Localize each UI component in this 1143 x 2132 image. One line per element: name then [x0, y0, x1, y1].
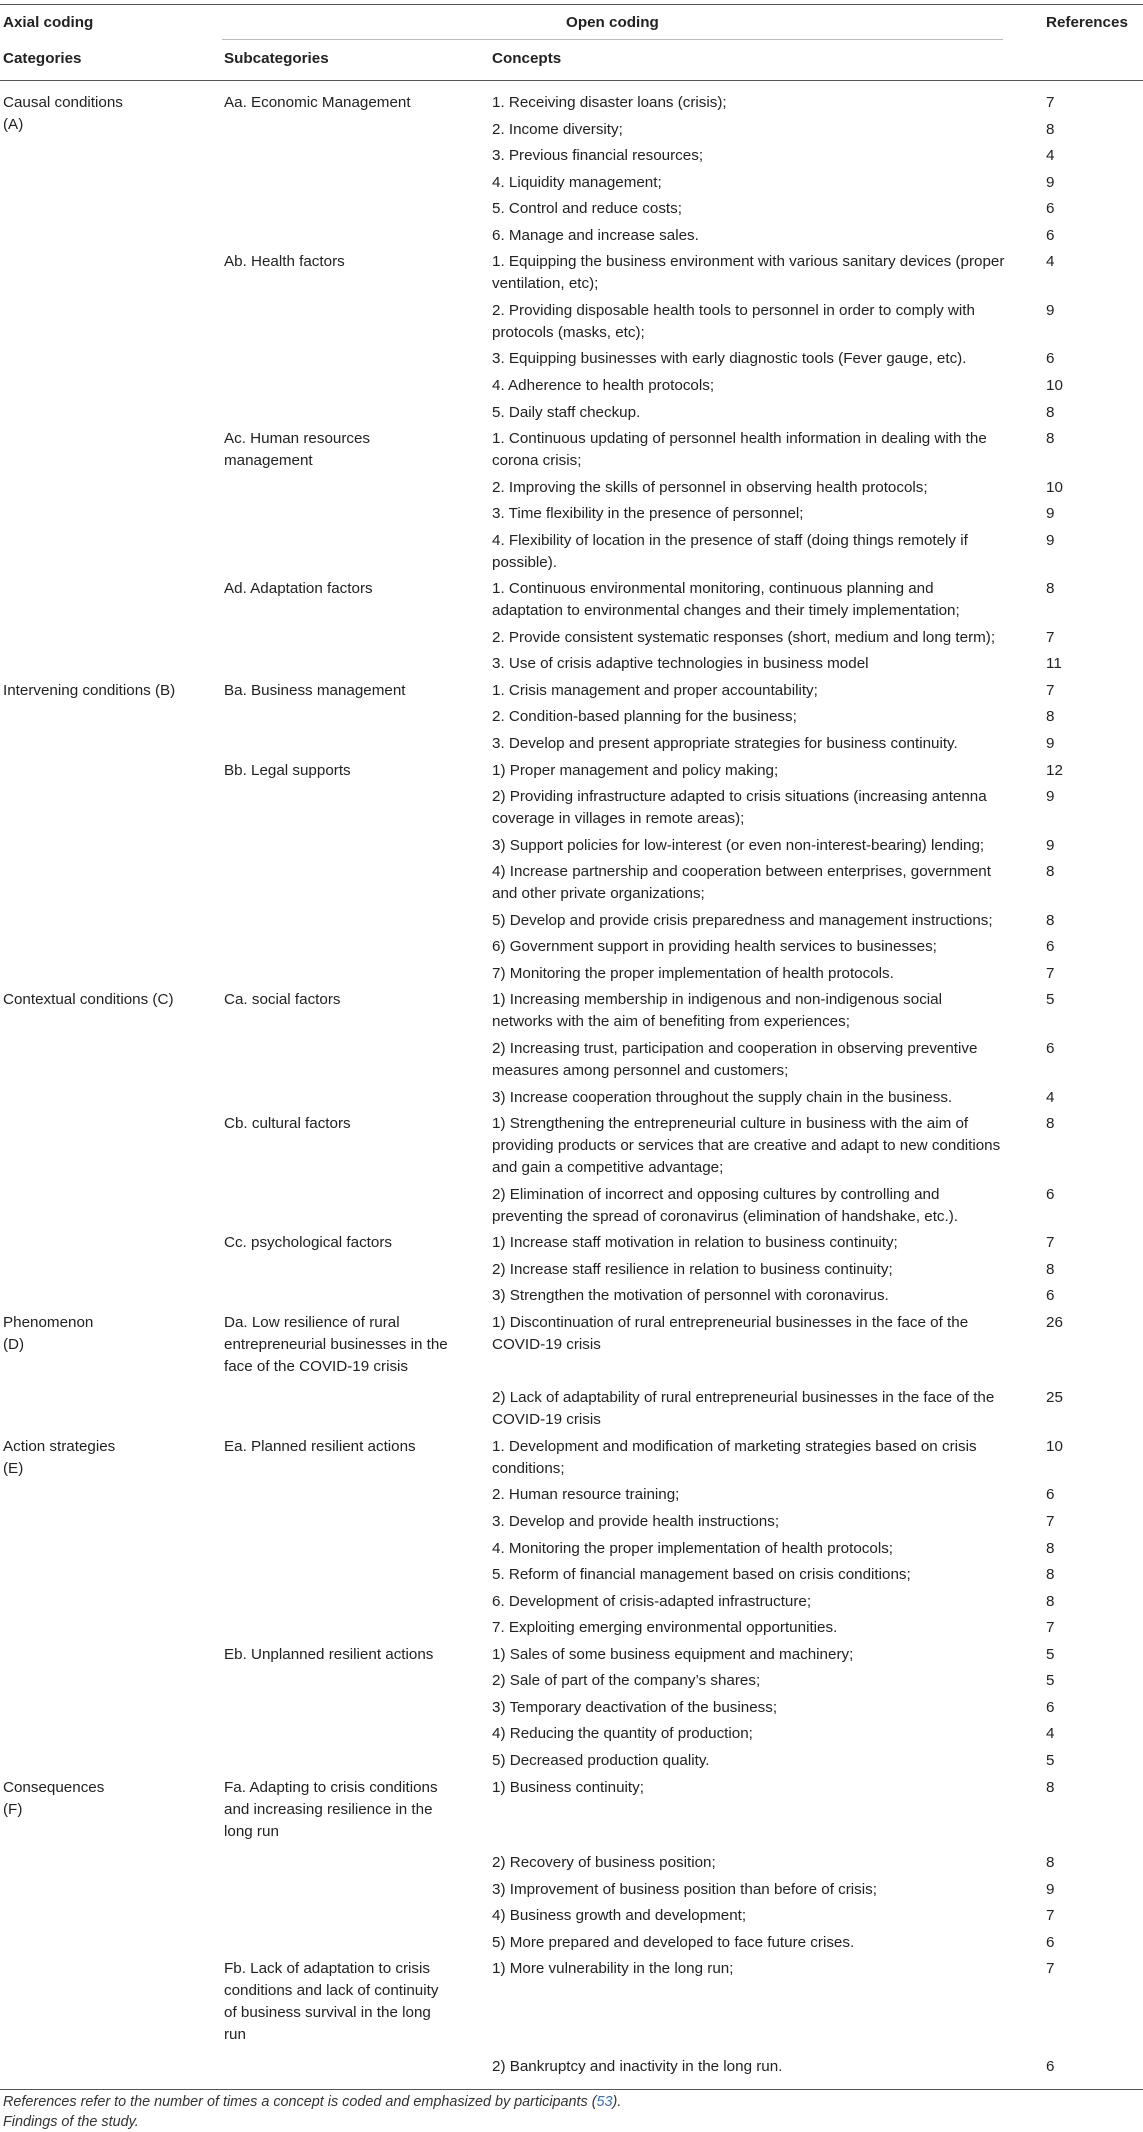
- concept-cell: 2) Elimination of incorrect and opposing cultures by controlling and: [492, 1185, 940, 1203]
- concept-cell: 1) Strengthening the entrepreneurial culture in business with the aim of: [492, 1115, 969, 1133]
- reference-count-cell: 7: [1046, 628, 1055, 646]
- reference-count-cell: 7: [1046, 1619, 1055, 1637]
- reference-count-cell: 6: [1046, 200, 1055, 218]
- concept-cell: 4) Increase partnership and cooperation between enterprises, government: [492, 863, 991, 881]
- reference-count-cell: 9: [1046, 1880, 1055, 1898]
- concept-cell: 1. Equipping the business environment with various sanitary devices (proper: [492, 253, 1005, 271]
- concept-cell: and other private organizations;: [492, 885, 705, 903]
- reference-count-cell: 10: [1046, 1437, 1063, 1455]
- reference-count-cell: 12: [1046, 761, 1063, 779]
- concept-cell: 2. Providing disposable health tools to personnel in order to comply with: [492, 301, 975, 319]
- concept-cell: conditions;: [492, 1459, 565, 1477]
- concept-cell: ventilation, etc);: [492, 275, 599, 293]
- reference-count-cell: 5: [1046, 1751, 1055, 1769]
- subcategory-cell: Eb. Unplanned resilient actions: [224, 1645, 434, 1663]
- reference-count-cell: 7: [1046, 1960, 1055, 1978]
- concept-cell: 2) Increase staff resilience in relation to business continuity;: [492, 1260, 893, 1278]
- reference-count-cell: 11: [1046, 655, 1062, 673]
- subcategory-cell: Ca. social factors: [224, 991, 341, 1009]
- header-axial-coding: Axial coding: [3, 14, 94, 31]
- concept-cell: 2. Human resource training;: [492, 1486, 680, 1504]
- concept-cell: 2. Improving the skills of personnel in observing health protocols;: [492, 478, 928, 496]
- reference-count-cell: 6: [1046, 1698, 1055, 1716]
- header-concepts: Concepts: [492, 50, 562, 67]
- concept-cell: 5) Decreased production quality.: [492, 1751, 710, 1769]
- concept-cell: 4) Reducing the quantity of production;: [492, 1725, 753, 1743]
- concept-cell: 7. Exploiting emerging environmental opportunities.: [492, 1619, 838, 1637]
- category-cell: (A): [3, 116, 24, 133]
- reference-count-cell: 9: [1046, 735, 1055, 752]
- category-cell: Causal conditions: [3, 94, 123, 111]
- concept-cell: 2) Providing infrastructure adapted to crisis situations (increasing antenna: [492, 788, 987, 806]
- header-subcategories: Subcategories: [224, 50, 329, 67]
- table-top-rule: [0, 4, 1143, 5]
- concept-cell: 1. Continuous updating of personnel health information in dealing with the: [492, 430, 987, 448]
- concept-cell: 3. Time flexibility in the presence of personnel;: [492, 505, 804, 523]
- category-cell: (D): [3, 1335, 25, 1353]
- concept-cell: 3. Equipping businesses with early diagnostic tools (Fever gauge, etc).: [492, 350, 967, 368]
- concept-cell: 4. Flexibility of location in the presence of staff (doing things remotely if: [492, 531, 968, 549]
- category-cell: Phenomenon: [3, 1313, 94, 1331]
- subcategory-cell: and increasing resilience in the: [224, 1800, 433, 1818]
- concept-cell: 2) Increasing trust, participation and cooperation in observing preventive: [492, 1039, 978, 1057]
- reference-count-cell: 8: [1046, 1592, 1055, 1610]
- concept-cell: 1. Development and modification of marketing strategies based on crisis: [492, 1437, 977, 1455]
- concept-cell: 3) Increase cooperation throughout the supply chain in the business.: [492, 1088, 953, 1106]
- subcategory-cell: Ab. Health factors: [224, 253, 345, 271]
- reference-count-cell: 6: [1046, 1933, 1055, 1951]
- reference-count-cell: 6: [1046, 1287, 1055, 1305]
- concept-cell: 3. Develop and present appropriate strategies for business continuity.: [492, 735, 958, 752]
- concept-cell: 1) Business continuity;: [492, 1778, 644, 1796]
- header-open-coding: Open coding: [566, 14, 659, 31]
- reference-count-cell: 8: [1046, 1778, 1055, 1796]
- reference-count-cell: 8: [1046, 403, 1055, 421]
- subcategory-cell: long run: [224, 1822, 279, 1840]
- concept-cell: 4. Liquidity management;: [492, 173, 662, 191]
- concept-cell: 3. Use of crisis adaptive technologies in business model: [492, 655, 869, 673]
- reference-count-cell: 6: [1046, 1486, 1055, 1504]
- subcategory-cell: entrepreneurial businesses in the: [224, 1335, 448, 1353]
- subcategory-cell: of business survival in the long: [224, 2004, 431, 2022]
- concept-cell: 3. Previous financial resources;: [492, 147, 704, 165]
- concept-cell: 3) Support policies for low-interest (or even non-interest-bearing) lending;: [492, 836, 985, 854]
- reference-count-cell: 8: [1046, 708, 1055, 726]
- concept-cell: 1) More vulnerability in the long run;: [492, 1960, 734, 1978]
- subcategory-cell: face of the COVID-19 crisis: [224, 1357, 409, 1375]
- concept-cell: 4. Adherence to health protocols;: [492, 376, 715, 394]
- reference-count-cell: 7: [1046, 1513, 1055, 1530]
- reference-count-cell: 6: [1046, 2057, 1055, 2075]
- concept-cell: protocols (masks, etc);: [492, 323, 645, 341]
- concept-cell: 1) Increase staff motivation in relation to business continuity;: [492, 1234, 898, 1252]
- concept-cell: providing products or services that are creative and adapt to new conditions: [492, 1137, 1001, 1155]
- subcategory-cell: Ba. Business management: [224, 681, 406, 699]
- category-cell: (E): [3, 1459, 24, 1477]
- reference-count-cell: 8: [1046, 911, 1055, 929]
- concept-cell: 5. Control and reduce costs;: [492, 200, 682, 218]
- reference-count-cell: 8: [1046, 1854, 1055, 1872]
- reference-count-cell: 6: [1046, 350, 1055, 368]
- footnote-text: References refer to the number of times a concept is coded and emphasized by participants (: [3, 2094, 597, 2110]
- concept-cell: 2. Provide consistent systematic responses (short, medium and long term);: [492, 628, 996, 646]
- reference-count-cell: 8: [1046, 1566, 1055, 1584]
- subcategory-cell: Ac. Human resources: [224, 430, 371, 448]
- concept-cell: 3) Temporary deactivation of the business;: [492, 1698, 778, 1716]
- header-bottom-rule: [0, 80, 1143, 81]
- concept-cell: 3) Improvement of business position than before of crisis;: [492, 1880, 877, 1898]
- concept-cell: 3) Strengthen the motivation of personnel with coronavirus.: [492, 1287, 889, 1305]
- reference-count-cell: 9: [1046, 788, 1055, 806]
- concept-cell: 2. Condition-based planning for the business;: [492, 708, 797, 726]
- reference-count-cell: 10: [1046, 376, 1063, 394]
- concept-cell: 1) Increasing membership in indigenous and non-indigenous social: [492, 991, 942, 1009]
- concept-cell: COVID-19 crisis: [492, 1335, 601, 1353]
- open-coding-underline: [222, 39, 1003, 40]
- reference-count-cell: 5: [1046, 1672, 1055, 1690]
- concept-cell: adaptation to environmental changes and their timely implementation;: [492, 602, 960, 620]
- reference-count-cell: 8: [1046, 430, 1055, 448]
- subcategory-cell: run: [224, 2026, 246, 2044]
- reference-count-cell: 9: [1046, 505, 1055, 523]
- subcategory-cell: Cb. cultural factors: [224, 1115, 351, 1133]
- concept-cell: and gain a competitive advantage;: [492, 1159, 724, 1177]
- subcategory-cell: Ea. Planned resilient actions: [224, 1437, 416, 1455]
- reference-count-cell: 5: [1046, 991, 1055, 1009]
- reference-count-cell: 9: [1046, 173, 1055, 191]
- concept-cell: 7) Monitoring the proper implementation of health protocols.: [492, 964, 894, 982]
- subcategory-cell: Ad. Adaptation factors: [224, 580, 373, 598]
- subcategory-cell: Aa. Economic Management: [224, 94, 411, 111]
- concept-cell: 5. Reform of financial management based on crisis conditions;: [492, 1566, 911, 1584]
- reference-count-cell: 7: [1046, 964, 1055, 982]
- concept-cell: measures among personnel and customers;: [492, 1061, 789, 1079]
- concept-cell: 3. Develop and provide health instructions;: [492, 1513, 780, 1530]
- subcategory-cell: Bb. Legal supports: [224, 761, 351, 779]
- reference-count-cell: 9: [1046, 531, 1055, 549]
- reference-count-cell: 8: [1046, 863, 1055, 881]
- reference-count-cell: 8: [1046, 120, 1055, 138]
- footnote-references: [3, 2092, 621, 2112]
- concept-cell: 5) Develop and provide crisis preparedness and management instructions;: [492, 911, 993, 929]
- reference-count-cell: 7: [1046, 1907, 1055, 1925]
- concept-cell: coverage in villages in remote areas);: [492, 810, 745, 828]
- header-references: References: [1046, 14, 1128, 31]
- reference-count-cell: 4: [1046, 1088, 1055, 1106]
- concept-cell: COVID-19 crisis: [492, 1411, 601, 1429]
- header-categories: Categories: [3, 50, 82, 67]
- category-cell: (F): [3, 1800, 23, 1818]
- category-cell: Contextual conditions (C): [3, 991, 174, 1009]
- reference-count-cell: 4: [1046, 147, 1055, 165]
- reference-count-cell: 8: [1046, 1260, 1055, 1278]
- table-bottom-rule: [0, 2089, 1143, 2090]
- reference-count-cell: 26: [1046, 1313, 1063, 1331]
- subcategory-cell: Cc. psychological factors: [224, 1234, 392, 1252]
- citation-link[interactable]: 53: [596, 2094, 613, 2110]
- concept-cell: preventing the spread of coronavirus (elimination of handshake, etc.).: [492, 1207, 959, 1225]
- concept-cell: 1) Discontinuation of rural entrepreneurial businesses in the face of the: [492, 1313, 969, 1331]
- reference-count-cell: 7: [1046, 1234, 1055, 1252]
- reference-count-cell: 6: [1046, 1039, 1055, 1057]
- concept-cell: 1. Continuous environmental monitoring, continuous planning and: [492, 580, 934, 598]
- concept-cell: 2) Recovery of business position;: [492, 1854, 716, 1872]
- concept-cell: 4. Monitoring the proper implementation of health protocols;: [492, 1539, 894, 1557]
- subcategory-cell: Fa. Adapting to crisis conditions: [224, 1778, 438, 1796]
- reference-count-cell: 8: [1046, 580, 1055, 598]
- reference-count-cell: 6: [1046, 226, 1055, 244]
- reference-count-cell: 6: [1046, 938, 1055, 956]
- concept-cell: 1. Receiving disaster loans (crisis);: [492, 94, 727, 111]
- reference-count-cell: 10: [1046, 478, 1063, 496]
- category-cell: Action strategies: [3, 1437, 116, 1455]
- reference-count-cell: 9: [1046, 836, 1055, 854]
- subcategory-cell: Fb. Lack of adaptation to crisis: [224, 1960, 430, 1978]
- concept-cell: 5. Daily staff checkup.: [492, 403, 641, 421]
- concept-cell: networks with the aim of benefiting from experiences;: [492, 1013, 850, 1031]
- concept-cell: corona crisis;: [492, 452, 582, 470]
- category-cell: Consequences: [3, 1778, 105, 1796]
- concept-cell: 6. Development of crisis-adapted infrastructure;: [492, 1592, 812, 1610]
- reference-count-cell: 6: [1046, 1185, 1055, 1203]
- reference-count-cell: 4: [1046, 1725, 1055, 1743]
- reference-count-cell: 5: [1046, 1645, 1055, 1663]
- concept-cell: 5) More prepared and developed to face future crises.: [492, 1933, 855, 1951]
- concept-cell: 1) Proper management and policy making;: [492, 761, 779, 779]
- reference-count-cell: 8: [1046, 1539, 1055, 1557]
- reference-count-cell: 8: [1046, 1115, 1055, 1133]
- category-cell: Intervening conditions (B): [3, 681, 176, 699]
- concept-cell: 2) Lack of adaptability of rural entrepreneurial businesses in the face of the: [492, 1389, 995, 1407]
- concept-cell: 2. Income diversity;: [492, 120, 623, 138]
- concept-cell: 2) Sale of part of the company’s shares;: [492, 1672, 761, 1690]
- concept-cell: 1) Sales of some business equipment and machinery;: [492, 1645, 854, 1663]
- footnote-findings: Findings of the study.: [3, 2114, 139, 2130]
- reference-count-cell: 9: [1046, 301, 1055, 319]
- concept-cell: 4) Business growth and development;: [492, 1907, 747, 1925]
- reference-count-cell: 7: [1046, 94, 1055, 111]
- subcategory-cell: conditions and lack of continuity: [224, 1982, 439, 2000]
- reference-count-cell: 4: [1046, 253, 1055, 271]
- concept-cell: 6) Government support in providing health services to businesses;: [492, 938, 937, 956]
- subcategory-cell: management: [224, 452, 313, 470]
- concept-cell: 1. Crisis management and proper accountability;: [492, 681, 818, 699]
- footnote-suffix: ).: [612, 2094, 622, 2110]
- concept-cell: 6. Manage and increase sales.: [492, 226, 699, 244]
- concept-cell: possible).: [492, 553, 557, 571]
- reference-count-cell: 7: [1046, 681, 1055, 699]
- reference-count-cell: 25: [1046, 1389, 1063, 1407]
- concept-cell: 2) Bankruptcy and inactivity in the long run.: [492, 2057, 783, 2075]
- subcategory-cell: Da. Low resilience of rural: [224, 1313, 400, 1331]
